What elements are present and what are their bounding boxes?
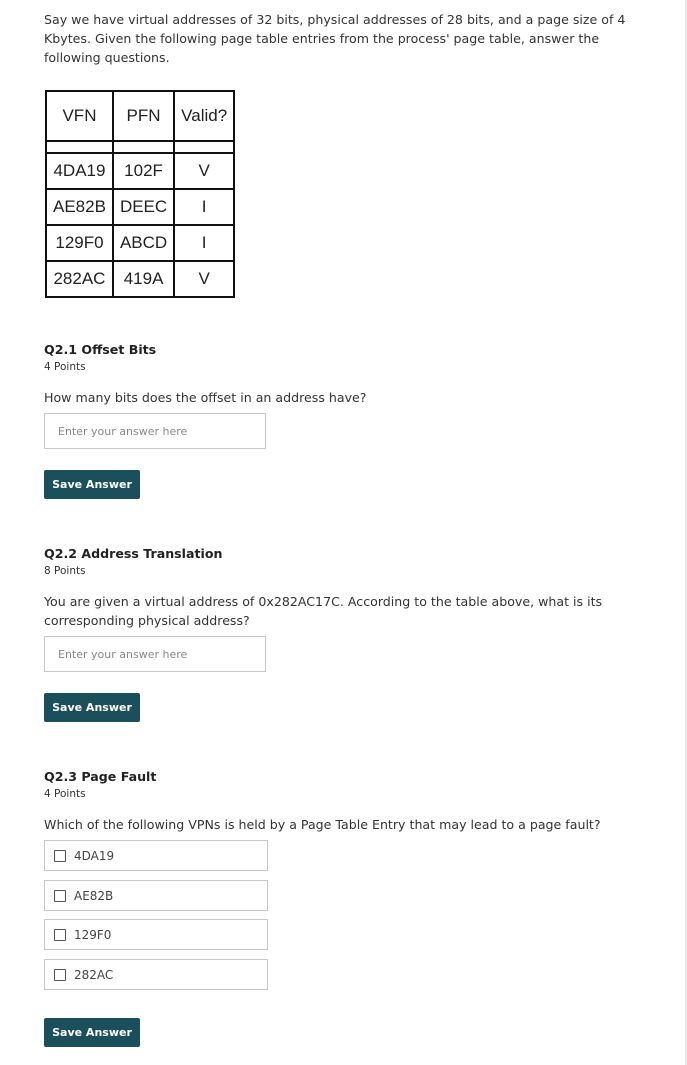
checkbox-icon[interactable] (54, 929, 66, 941)
table-cell-valid: V (174, 153, 234, 189)
table-cell-vfn: 4DA19 (46, 153, 113, 189)
table-cell-valid: I (174, 225, 234, 261)
offset-bits-input[interactable] (44, 413, 266, 449)
save-answer-button[interactable]: Save Answer (44, 470, 140, 499)
checkbox-label: AE82B (74, 888, 114, 903)
page-table (45, 90, 235, 298)
table-row (46, 153, 234, 189)
checkbox-icon[interactable] (54, 850, 66, 862)
checkbox-option[interactable] (44, 959, 268, 990)
checkbox-option[interactable] (44, 840, 268, 871)
checkbox-option[interactable] (44, 880, 268, 911)
save-answer-button[interactable]: Save Answer (44, 693, 140, 722)
table-cell-vfn: 282AC (46, 261, 113, 297)
checkbox-label: 4DA19 (74, 848, 115, 863)
table-header-valid: Valid? (174, 91, 234, 141)
question-points: 4 Points (44, 361, 86, 373)
table-cell-valid: V (174, 261, 234, 297)
checkbox-option[interactable] (44, 919, 268, 950)
question-text: How many bits does the offset in an address have? (44, 390, 367, 405)
question-title: Q2.2 Address Translation (44, 546, 223, 561)
table-cell-vfn: AE82B (46, 189, 113, 225)
table-header-vfn: VFN (46, 91, 113, 141)
table-cell-valid: I (174, 189, 234, 225)
question-text: Which of the following VPNs is held by a Page Table Entry that may lead to a page fault? (44, 817, 601, 832)
table-row (46, 189, 234, 225)
checkbox-label: 282AC (74, 967, 114, 982)
table-cell-pfn: 102F (113, 153, 174, 189)
question-text: You are given a virtual address of 0x282AC17C. According to the table above, what is its corresponding physical address? (44, 594, 603, 628)
physical-address-input[interactable] (44, 636, 266, 672)
question-title: Q2.1 Offset Bits (44, 342, 157, 357)
table-row (46, 261, 234, 297)
table-header-pfn: PFN (113, 91, 174, 141)
question-points: 4 Points (44, 788, 86, 800)
intro-text: Say we have virtual addresses of 32 bits, physical addresses of 28 bits, and a page size of 4 Kbytes. Given the following page table entries from the process' page table, answer the following questions. (44, 12, 626, 65)
table-cell-pfn: DEEC (113, 189, 174, 225)
table-cell-vfn: 129F0 (46, 225, 113, 261)
checkbox-icon[interactable] (54, 969, 66, 981)
table-gap (113, 141, 174, 153)
checkbox-icon[interactable] (54, 890, 66, 902)
table-gap (46, 141, 113, 153)
checkbox-label: 129F0 (74, 927, 112, 942)
question-title: Q2.3 Page Fault (44, 769, 157, 784)
save-answer-button[interactable]: Save Answer (44, 1018, 140, 1047)
table-cell-pfn: ABCD (113, 225, 174, 261)
question-points: 8 Points (44, 565, 86, 577)
table-cell-pfn: 419A (113, 261, 174, 297)
table-gap (174, 141, 234, 153)
table-row (46, 225, 234, 261)
